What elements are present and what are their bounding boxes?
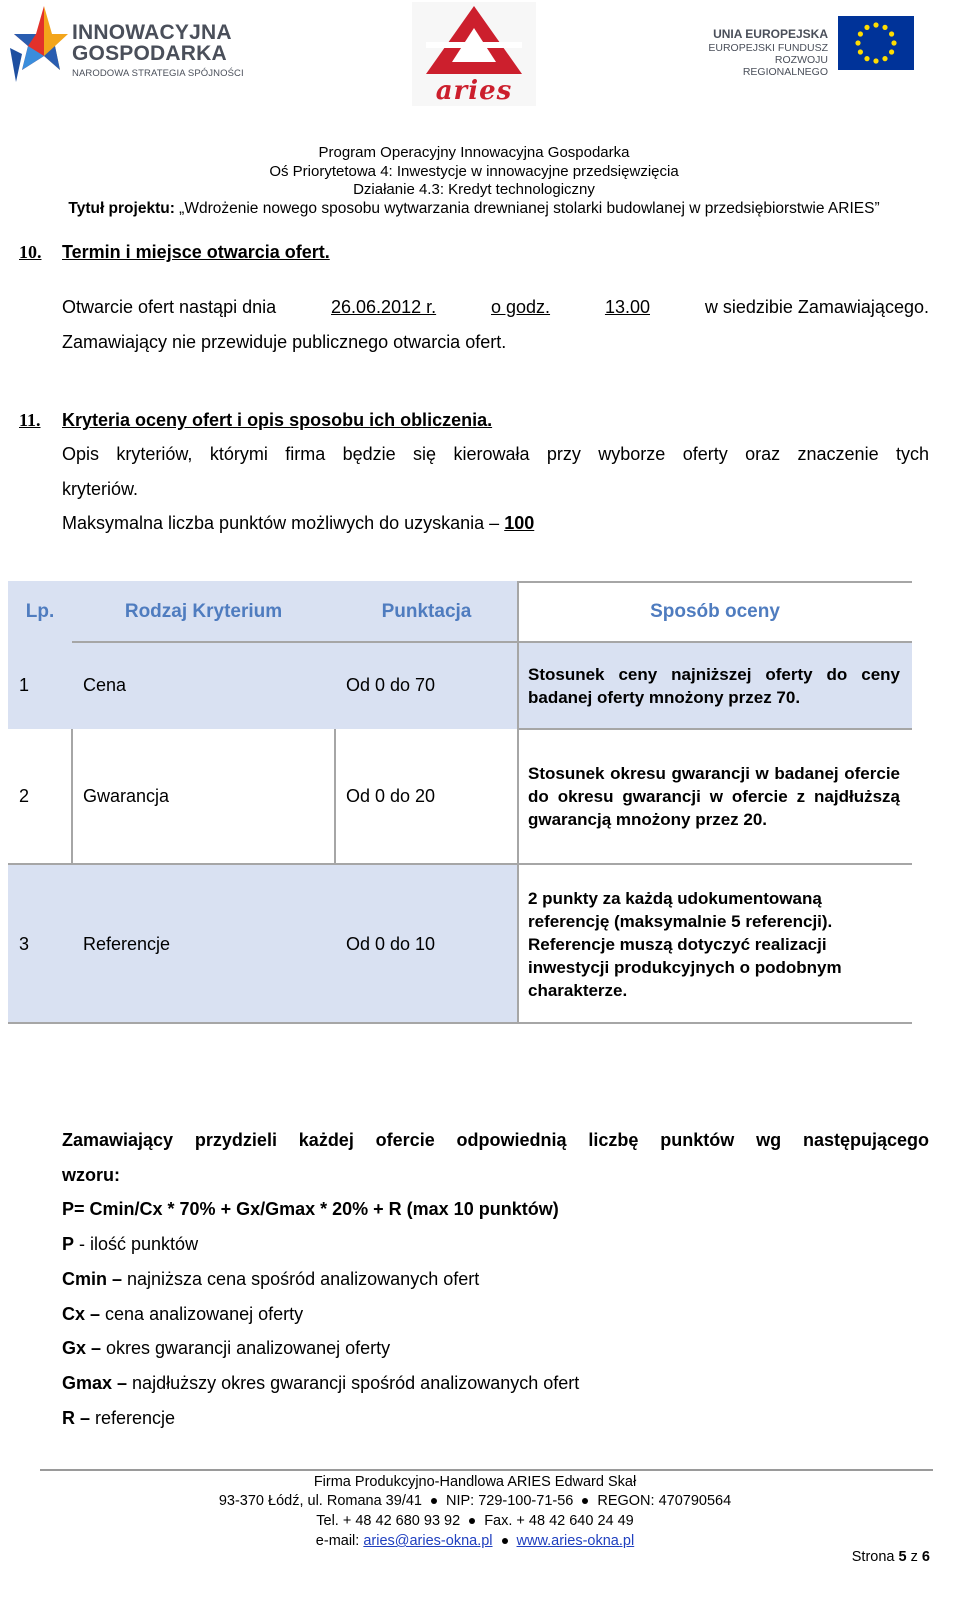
opening-text: Otwarcie ofert nastąpi dnia [62,297,277,317]
footer-address: 93-370 Łódź, ul. Romana 39/41 [218,1493,422,1509]
footer-fax: Fax. + 48 42 640 24 49 [484,1513,634,1529]
table-rule-bottom [8,1022,912,1024]
row2-punktacja: Od 0 do 20 [346,786,436,806]
footer-email-link[interactable]: aries@aries-okna.pl [363,1533,493,1549]
footer-www-link[interactable]: www.aries-okna.pl [516,1533,635,1549]
legend-description: najdłuższy okres gwarancji spośród analizowanych ofert [132,1373,580,1393]
legend-separator: – [86,1338,107,1358]
eu-logo [698,12,938,82]
footer-email-label: e-mail: [315,1533,360,1549]
legend-symbol: Gmax [62,1373,113,1393]
bullet-icon [582,1498,588,1504]
row3-sposob: 2 punkty za każdą udokumentowaną referencję (maksymalnie 5 referencji). Referencje muszą dotyczyć realizacji inwestycji produkcyjnych o podobnym charakterze. [528,888,842,1000]
eu-text-unia: UNIA EUROPEJSKA [713,27,828,41]
row1-rodzaj: Cena [72,642,335,729]
criteria-description-line2: kryteriów. [62,479,139,499]
star-emblem-icon [8,4,70,86]
table-divider-rodzaj [334,729,336,864]
row2-rodzaj: Gwarancja [83,786,170,806]
legend-separator: – [112,1373,133,1393]
table-rule-row1 [518,728,912,730]
legend-item-cmin [62,1268,479,1290]
legend-symbol: P [62,1234,75,1254]
legend-description: ilość punktów [90,1234,199,1254]
legend-item-gmax [62,1372,579,1394]
section-10-heading: Termin i miejsce otwarcia ofert. [62,242,330,262]
footer-regon: REGON: 470790564 [597,1493,732,1509]
project-title-label: Tytuł projektu: [68,200,175,217]
row3-punktacja: Od 0 do 10 [335,864,518,1024]
table-divider-lp [71,729,73,864]
footer-nip: NIP: 729-100-71-56 [445,1493,574,1509]
opening-place: w siedzibie Zamawiającego. [704,297,929,317]
eu-text-fundusz: EUROPEJSKI FUNDUSZ [708,41,828,54]
project-title-value: „Wdrożenie nowego sposobu wytwarzania drewnianej stolarki budowlanej w przedsiębiorstwie ARIES” [174,200,880,217]
legend-item-r [62,1407,175,1429]
footer-rule [40,1469,933,1471]
page-label: Strona [851,1549,895,1565]
row1-punktacja: Od 0 do 70 [335,642,518,729]
no-public-opening: Zamawiający nie przewiduje publicznego otwarcia ofert. [62,332,507,352]
legend-description: okres gwarancji analizowanej oferty [106,1338,391,1358]
logo-text-strategia: NARODOWA STRATEGIA SPÓJNOŚCI [72,68,244,79]
legend-symbol: Cx [62,1304,86,1324]
opening-date-line [62,296,929,318]
footer-company: Firma Produkcyjno-Handlowa ARIES Edward Skał [313,1474,637,1490]
row2-lp: 2 [19,786,30,806]
legend-symbol: Cmin [62,1269,107,1289]
footer-tel: Tel. + 48 42 680 93 92 [316,1513,461,1529]
eu-flag-icon [838,16,914,70]
header-lp: Lp. [8,581,72,642]
legend-symbol: R [62,1408,75,1428]
logo-text-gospodarka: GOSPODARKA [72,42,227,65]
criteria-table [8,581,912,1024]
opening-date: 26.06.2012 r. [331,297,437,317]
legend-symbol: Gx [62,1338,87,1358]
legend-item-gx [62,1337,390,1359]
max-points-value: 100 [504,513,535,533]
table-divider-sposob [517,581,519,1024]
legend-separator: - [74,1234,91,1254]
bullet-icon [502,1538,508,1544]
legend-separator: – [107,1269,128,1289]
row1-lp: 1 [8,642,72,729]
page-of: z [910,1549,918,1565]
bullet-icon [431,1498,437,1504]
legend-separator: – [75,1408,96,1428]
max-points-text: Maksymalna liczba punktów możliwych do uzyskania – [62,513,500,533]
header-rodzaj: Rodzaj Kryterium [72,581,335,642]
section-11-heading: Kryteria oceny ofert i opis sposobu ich obliczenia. [62,410,493,430]
row3-rodzaj: Referencje [72,864,335,1024]
opening-at: o godz. [491,297,551,317]
opening-time: 13.00 [604,297,650,317]
criteria-description-line1: Opis kryteriów, którymi firma będzie się kierowała przy wyborze oferty oraz znaczenie tych [62,444,929,464]
bullet-icon [469,1518,475,1524]
table-rule-top [518,581,912,583]
measure: Działanie 4.3: Kredyt technologiczny [353,181,595,198]
formula-equation: P= Cmin/Cx * 70% + Gx/Gmax * 20% + R (max 10 punktów) [62,1199,559,1219]
eu-text-rozwoj: ROZWOJU REGIONALNEGO [742,53,828,78]
innowacyjna-gospodarka-logo [8,4,258,86]
row2-sposob: Stosunek okresu gwarancji w badanej ofercie do okresu gwarancji w ofercie z najdłuższą gwarancją mnożony przez 20. [528,764,900,829]
formula-intro-line1: Zamawiający przydzieli każdej ofercie odpowiednią liczbę punktów wg następującego [62,1130,929,1150]
legend-item-p [62,1233,198,1255]
programme-name: Program Operacyjny Innowacyjna Gospodarka [318,144,630,161]
footer-contact [0,1531,950,1551]
logo-text-innowacyjna: INNOWACYJNA [72,21,232,44]
table-rule-row2 [8,863,912,865]
formula-intro-line2: wzoru: [62,1165,120,1185]
page-total: 6 [921,1549,930,1565]
legend-description: referencje [95,1408,176,1428]
section-10-number: 10. [19,242,42,262]
aries-wordmark: aries [435,76,513,106]
footer-phones [0,1511,950,1531]
table-rule-header [72,641,912,643]
legend-item-cx [62,1303,303,1325]
section-11-number: 11. [19,410,41,430]
footer-ids [0,1491,950,1511]
project-title [0,199,948,218]
priority-axis: Oś Priorytetowa 4: Inwestycje w innowacyjne przedsięwzięcia [269,163,679,180]
row1-sposob: Stosunek ceny najniższej oferty do ceny badanej oferty mnożony przez 70. [518,642,912,729]
row3-lp: 3 [8,864,72,1024]
legend-description: cena analizowanej oferty [105,1304,304,1324]
page-current: 5 [898,1549,907,1565]
legend-description: najniższa cena spośród analizowanych ofert [127,1269,480,1289]
legend-separator: – [85,1304,106,1324]
header-sposob: Sposób oceny [650,600,780,622]
aries-logo [412,2,536,106]
page-number [852,1549,930,1565]
header-punktacja: Punktacja [335,581,518,642]
max-points-line [62,512,534,534]
